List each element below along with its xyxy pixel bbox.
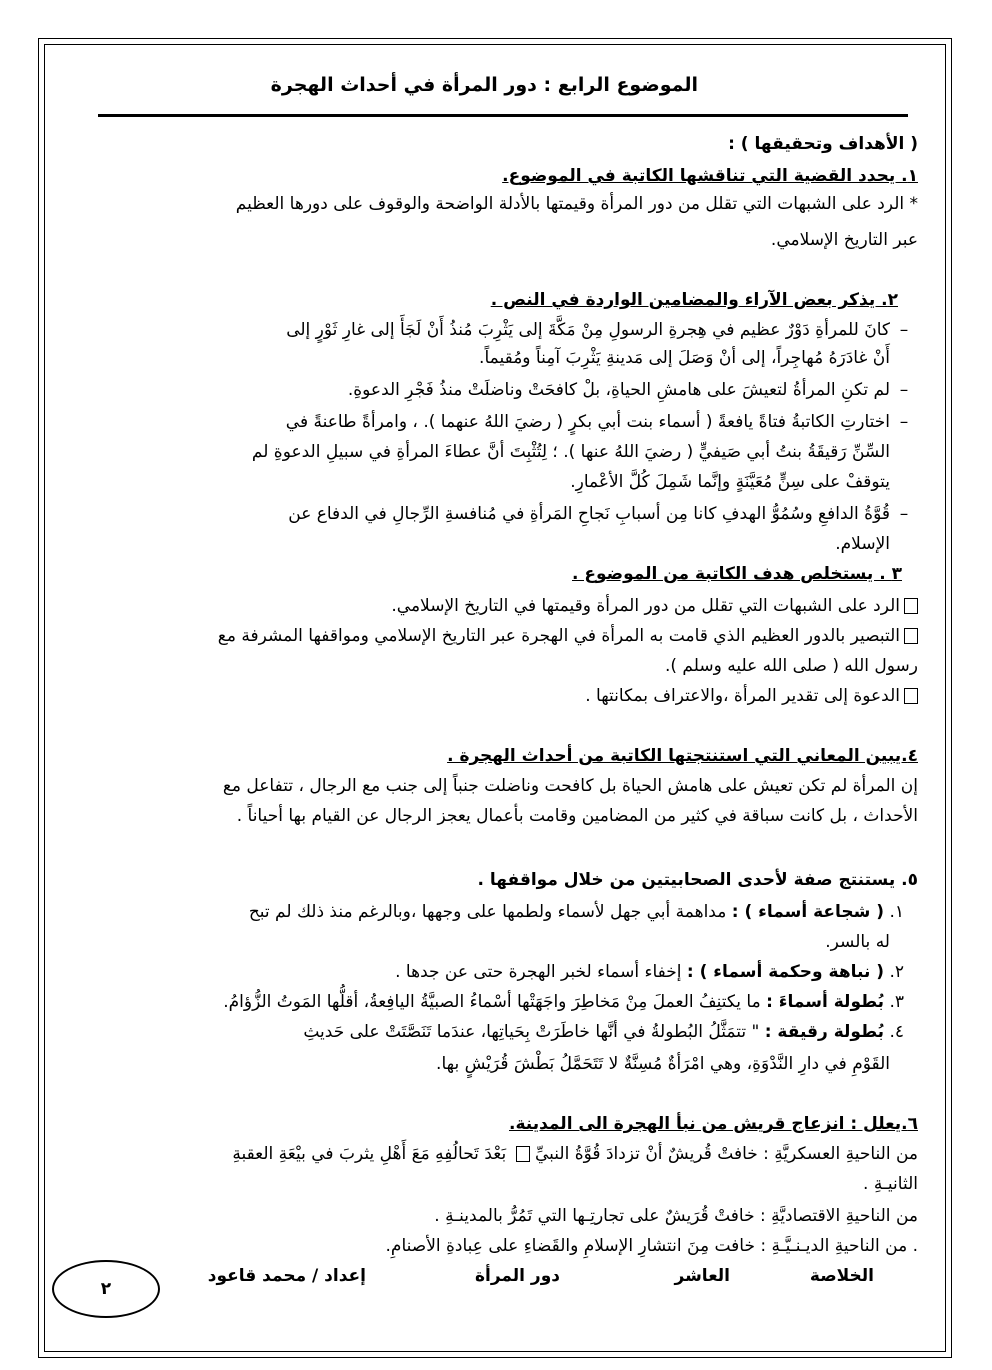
q6-military-text: من الناحيةِ العسكريَّةِ : خافتْ قُريشٌ أنْ تزدادَ قُوَّةُ النبيِّ (534, 1144, 918, 1164)
q4-heading: ٤.يبين المعاني التي استنتجتها الكاتبة من أحداث الهجرة . (447, 746, 918, 766)
goals-heading: ( الأهداف وتحقيقها ) : (728, 134, 918, 154)
q2-item (286, 410, 918, 434)
q5-item-cont: القَوْمِ في دارِ النَّدْوَةِ، وهي امْرَأةٌ مُسِنَّةٌ لا تَتَحَمَّلُ بَطْشَ قُرَيْشٍ بها. (436, 1054, 890, 1074)
footer-author: إعداد / محمد قاعود (207, 1266, 366, 1286)
q1-heading: ١. يحدد القضية التي تناقشها الكاتبة في الموضوع. (502, 166, 918, 186)
q2-item-cont: أَنْ غادَرَهُ مُهاجِراً، إلى أنْ وَصَلَ إلى مَدينةِ يَثْرِبَ آمِناً ومُقيماً. (479, 348, 890, 368)
q3-item-text: الدعوة إلى تقدير المرأة ،والاعتراف بمكانتها . (585, 686, 900, 706)
q3-item (391, 594, 918, 618)
dash-bullet: – (899, 320, 909, 340)
checkbox-glyph (904, 598, 918, 614)
q4-answer-line: إن المرأة لم تكن تعيش على هامش الحياة بل كافحت وناضلت جنباً إلى جنب مع الرجال ، تتفاعل مع (222, 776, 918, 796)
q4-answer-line: الأحداث ، بل كانت سباقة في كثير من المضامين وقامت بأعمال يعجز الرجال عن القيام بها أحياناً . (236, 806, 918, 826)
q1-answer-line: * الرد على الشبهات التي تقلل من دور المرأة وقيمتها بالأدلة الواضحة والوقوف على دورها العظيم (235, 194, 918, 214)
q2-item-text: لم تكنِ المرأةُ لتعيشَ على هامشِ الحياةِ، بلْ كافحَتْ وناضلَتْ منذُ فَجْرِ الدعوةِ. (347, 380, 890, 400)
q2-item-cont: الإسلام. (835, 534, 890, 554)
q6-religious: . من الناحيةِ الديـنـيَّـةِ : خافت مِنَ انتشارِ الإسلامِ والقَضاءِ على عِبادةِ الأصنامِ. (385, 1236, 918, 1256)
q5-item (223, 990, 904, 1014)
q6-military-cont: الثانيـةِ . (863, 1174, 918, 1194)
q5-heading: ٥. يستنتج صفة لأحدى الصحابيتين من خلال مواقفها . (477, 870, 918, 890)
q5-item-text: إخفاء أسماء لخبر الهجرة حتى عن جدها . (395, 962, 682, 982)
q2-item (286, 318, 918, 342)
placeholder-glyph (516, 1146, 530, 1162)
footer-subject: دور المرأة (474, 1266, 560, 1286)
q6-heading: ٦.يعلل : انزعاج قريش من نبأ الهجرة الى المدينة. (509, 1114, 918, 1134)
q5-item (303, 1020, 904, 1044)
q5-item-label: بُطولة رقيقة : (764, 1022, 885, 1042)
q5-item (395, 960, 904, 984)
q6-military-text-cont: بَعْدَ تَحالُفِهِ مَعَ أَهْلِ يثربَ في بيْعَةِ العقبةِ (232, 1144, 507, 1164)
q5-item-label: ( شجاعة أسماء ) : (731, 902, 885, 922)
q3-item (218, 624, 918, 648)
q6-military (232, 1142, 918, 1166)
page-number-oval (52, 1260, 160, 1318)
q2-heading: ٢. يذكر بعض الآراء والمضامين الواردة في النص . (490, 290, 898, 310)
q2-item-text: قُوَّةُ الدافعِ وسُمُوُّ الهدفِ كانا مِن أسبابِ نَجاحِ المَرأةِ في مُنافسةِ الرِّجالِ في الدفاع عن (288, 504, 890, 524)
q2-item-text: اختارتِ الكاتبةُ فتاةً يافعةً ( أسماء بنت أبي بكرٍ ( رضيَ اللهُ عنهما ). ، وامرأةً طاعنةً في (285, 412, 890, 432)
q2-item-cont: السِّنِّ رَقيقَةُ بنتُ أبي صَيفيٍّ ( رضيَ اللهُ عنها ). ؛ لِتُثْبِتَ أنَّ عطاءَ المرأةِ في سبيلِ الدعوةِ لم (251, 442, 890, 462)
dash-bullet: – (899, 504, 909, 524)
q2-item (288, 502, 918, 526)
q5-item-cont: له بالسر. (825, 932, 890, 952)
q2-item-text: كانَ للمرأةِ دَوْرٌ عظيم في هِجرةِ الرسولِ مِنْ مَكَّةَ إلى يَثْرِبَ مُنذُ أَنْ لَجَأَ إلى غارِ ثَوْرٍ إلى (286, 320, 890, 340)
footer-summary: الخلاصة (809, 1266, 874, 1286)
q5-item-number: ٣. (889, 992, 904, 1012)
q3-item-text: التبصير بالدور العظيم الذي قامت به المرأة في الهجرة عبر التاريخ الإسلامي ومواقفها المشرفة مع (217, 626, 900, 646)
q2-item-cont: يتوقفْ على سِنٍّ مُعَيَّنَةٍ وإنَّما شَمِلَ كُلَّ الأعْمارِ. (570, 472, 890, 492)
q6-economic: من الناحيةِ الاقتصاديَّةِ : خافتْ قُرَيشٌ على تجارتِـها التي تَمُرُّ بالمدينـةِ . (434, 1206, 918, 1226)
q5-item-number: ٤. (889, 1022, 904, 1042)
q2-item (348, 378, 918, 402)
dash-bullet: – (899, 380, 909, 400)
title-rule (98, 114, 908, 117)
q3-item (585, 684, 918, 708)
page-number: ٢ (100, 1279, 112, 1299)
checkbox-glyph (904, 688, 918, 704)
q5-item-number: ٢. (889, 962, 904, 982)
dash-bullet: – (899, 412, 909, 432)
footer-grade: العاشر (674, 1266, 730, 1286)
q5-item-text: " تتمَثَّلُ البُطولةُ في أنَّها خاطَرَتْ بِحَياتِها، عندَما تَنَصَّتَتْ على حَديثِ (303, 1022, 760, 1042)
q3-heading: ٣ . يستخلص هدف الكاتبة من الموضوع . (572, 564, 902, 584)
q3-item-text: الرد على الشبهات التي تقلل من دور المرأة وقيمتها في التاريخ الإسلامي. (391, 596, 900, 616)
checkbox-glyph (904, 628, 918, 644)
page-title: الموضوع الرابع : دور المرأة في أحداث الهجرة (270, 74, 698, 96)
q5-item-text: مداهمة أبي جهل لأسماء ولطمها على وجهها ،وبالرغم منذ ذلك لم تبح (248, 902, 727, 922)
q5-item-label: بُطولة أسماءَ : (766, 992, 885, 1012)
q5-item-label: ( نباهة وحكمة أسماء ) : (686, 962, 885, 982)
q3-item-cont: رسول الله ( صلى الله عليه وسلم ). (664, 656, 918, 676)
q5-item-text: ما يكتنِفُ العملَ مِنْ مَخاطِرَ واجَهَتْها أسْماءُ الصبيَّةُ اليافِعةُ، أقلُّها المَوتُ الزُّؤامُ. (223, 992, 761, 1012)
q5-item-number: ١. (889, 902, 904, 922)
q5-item (249, 900, 904, 924)
q1-answer-line: عبر التاريخ الإسلامي. (770, 230, 918, 250)
